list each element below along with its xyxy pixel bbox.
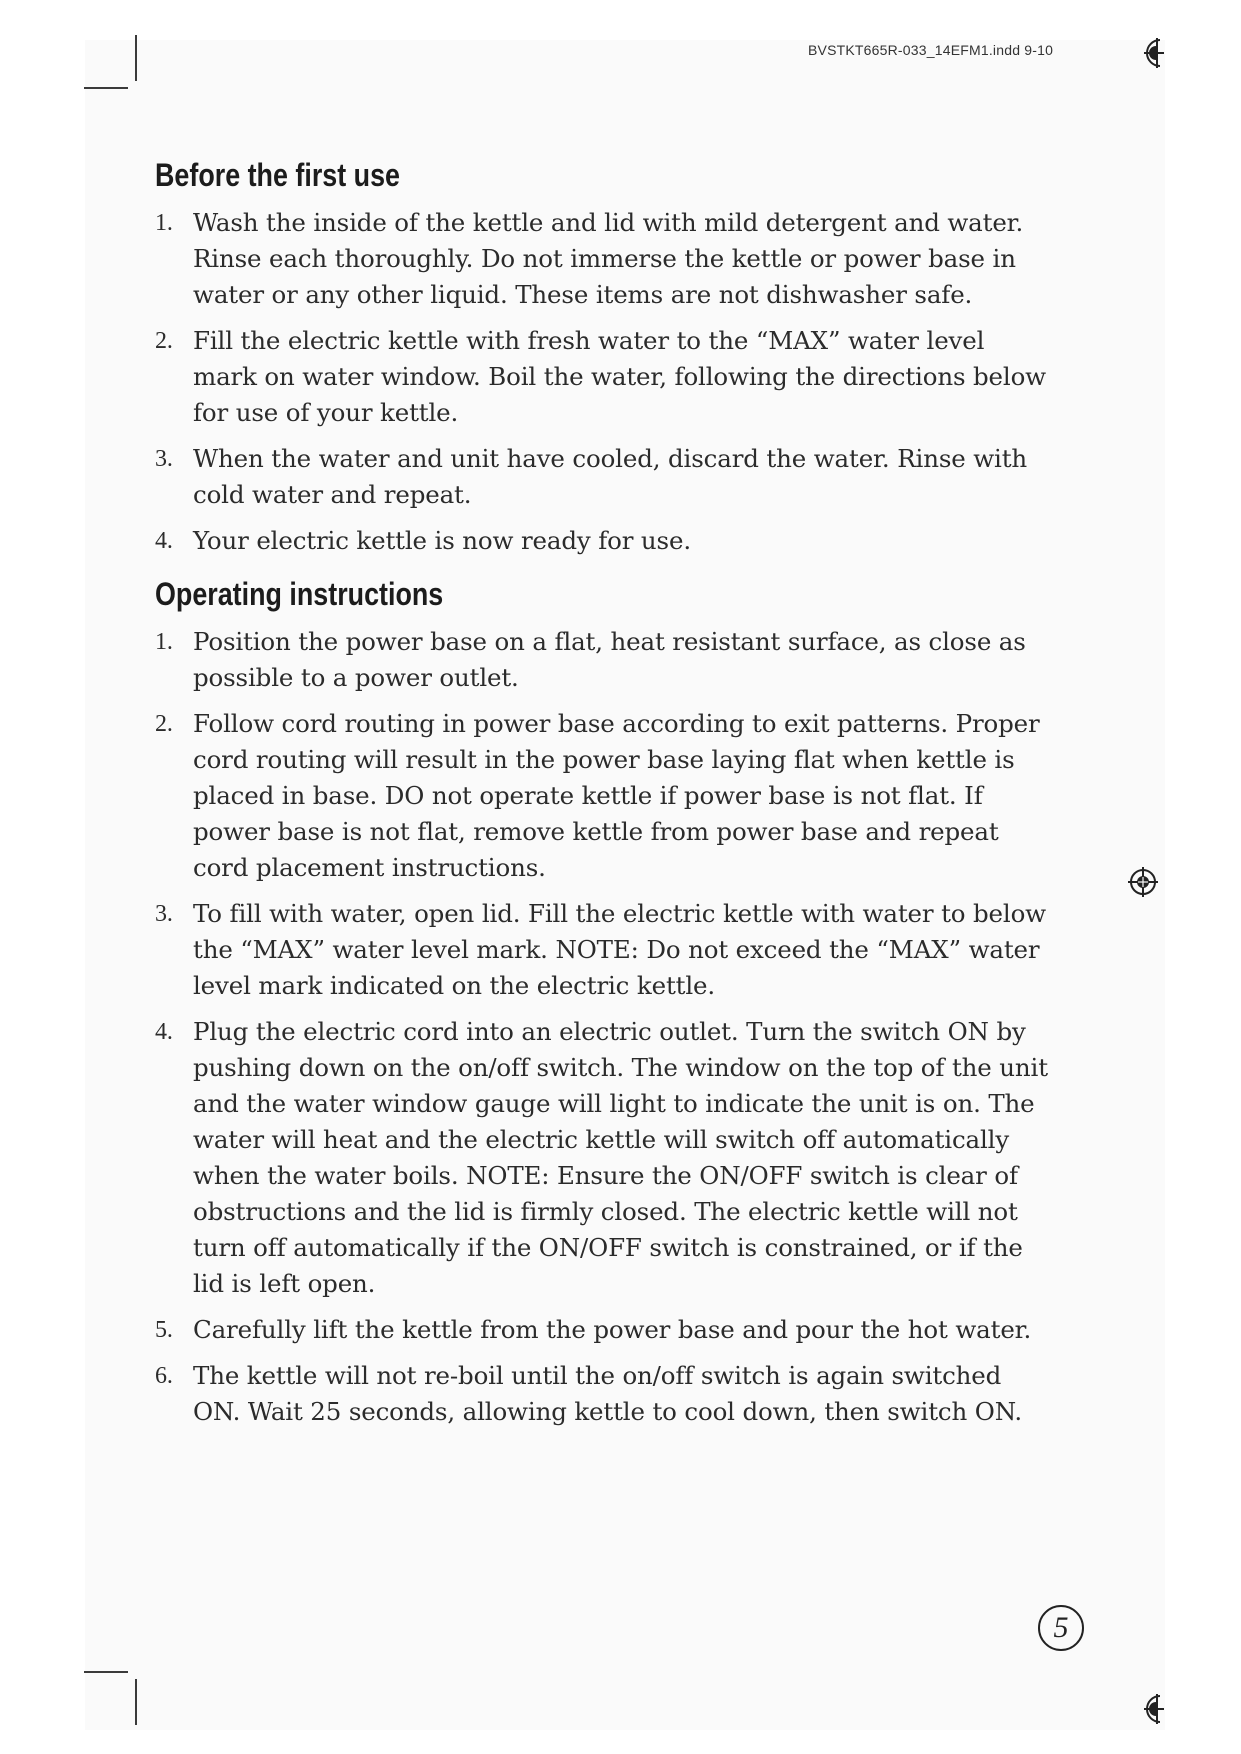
file-slug: BVSTKT665R-033_14EFM1.indd 9-10 — [808, 42, 1054, 58]
item-number: 3. — [155, 446, 173, 473]
section-title-before-first-use: Before the first use — [155, 157, 400, 193]
item-number: 4. — [155, 1019, 173, 1046]
item-text: When the water and unit have cooled, discard the water. Rinse with cold water and repeat. — [193, 444, 1028, 510]
item-text: Follow cord routing in power base according to exit patterns. Proper cord routing will result in the power base laying flat when kettle is placed in base. DO not operate kettle if power base is not flat. If power base is not flat, remove kettle from power base and repeat cord placement instructions. — [193, 709, 1040, 883]
crop-mark-top-left-horizontal — [84, 87, 128, 89]
list-item — [155, 624, 1055, 696]
item-number: 4. — [155, 528, 173, 555]
item-number: 5. — [155, 1317, 173, 1344]
list-item — [155, 706, 1055, 886]
item-number: 1. — [155, 210, 173, 237]
list-item — [155, 1358, 1055, 1430]
item-text: The kettle will not re-boil until the on/off switch is again switched ON. Wait 25 seconds, allowing kettle to cool down, then switch ON. — [193, 1361, 1023, 1427]
registration-mark-icon — [1138, 1692, 1164, 1726]
item-text: Fill the electric kettle with fresh water to the “MAX” water level mark on water window. Boil the water, following the directions below for use of your kettle. — [193, 326, 1046, 428]
list-item — [155, 1014, 1055, 1302]
crop-mark-bottom-left-horizontal — [84, 1671, 128, 1673]
list-item — [155, 205, 1055, 313]
item-text: Your electric kettle is now ready for use. — [193, 526, 691, 556]
list-item — [155, 323, 1055, 431]
item-text: Plug the electric cord into an electric outlet. Turn the switch ON by pushing down on the on/off switch. The window on the top of the unit and the water window gauge will light to indicate the unit is on. The water will heat and the electric kettle will switch off automatically when the water boils. NOTE: Ensure the ON/OFF switch is clear of obstructions and the lid is firmly closed. The electric kettle will not turn off automatically if the ON/OFF switch is constrained, or if the lid is left open. — [193, 1017, 1048, 1299]
item-number: 2. — [155, 328, 173, 355]
item-text: Carefully lift the kettle from the power base and pour the hot water. — [193, 1315, 1032, 1345]
item-text: Position the power base on a flat, heat resistant surface, as close as possible to a power outlet. — [193, 627, 1026, 693]
item-number: 2. — [155, 711, 173, 738]
list-item — [155, 523, 1055, 559]
registration-mark-icon — [1127, 866, 1159, 898]
item-text: To fill with water, open lid. Fill the electric kettle with water to below the “MAX” water level mark. NOTE: Do not exceed the “MAX” water level mark indicated on the electric kettle. — [193, 899, 1046, 1001]
item-number: 3. — [155, 901, 173, 928]
item-number: 1. — [155, 629, 173, 656]
list-item — [155, 896, 1055, 1004]
list-item — [155, 1312, 1055, 1348]
section-title-operating-instructions: Operating instructions — [155, 576, 444, 613]
operating-instructions-list — [155, 624, 1055, 1430]
before-first-use-list — [155, 205, 1055, 559]
page-number: 5 — [1038, 1605, 1084, 1651]
crop-mark-bottom-left-vertical — [135, 1679, 137, 1725]
item-text: Wash the inside of the kettle and lid with mild detergent and water. Rinse each thoroughly. Do not immerse the kettle or power base in water or any other liquid. These items are not dishwasher safe. — [193, 208, 1024, 310]
list-item — [155, 441, 1055, 513]
item-number: 6. — [155, 1363, 173, 1390]
crop-mark-top-left-vertical — [135, 35, 137, 81]
main-content — [155, 158, 1055, 1440]
registration-mark-icon — [1138, 36, 1164, 70]
